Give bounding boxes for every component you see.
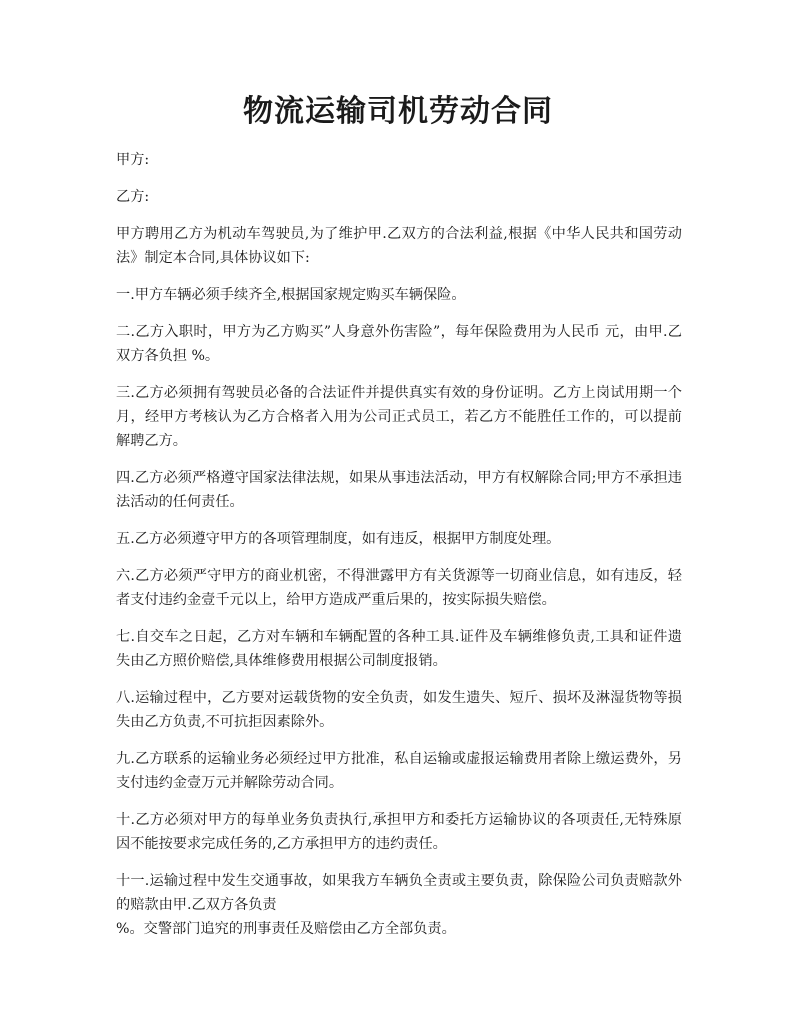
document-title: 物流运输司机劳动合同 (243, 94, 553, 129)
clause-11: 十一.运输过程中发生交通事故，如果我方车辆负全责或主要负责，除保险公司负责赔款外的赔款由甲.乙双方各负责 (116, 873, 682, 913)
party-a-line: 甲方: (116, 152, 150, 168)
document-body (116, 148, 682, 954)
clause-6: 六.乙方必须严守甲方的商业机密，不得泄露甲方有关货源等一切商业信息，如有违反，轻者支付违约金壹千元以上，给甲方造成严重后果的，按实际损失赔偿。 (116, 568, 682, 608)
clause-5: 五.乙方必须遵守甲方的各项管理制度，如有违反，根据甲方制度处理。 (116, 531, 561, 547)
clause-4: 四.乙方必须严格遵守国家法律法规，如果从事违法活动，甲方有权解除合同;甲方不承担违法活动的任何责任。 (116, 470, 682, 510)
preamble-paragraph: 甲方聘用乙方为机动车驾驶员,为了维护甲.乙双方的合法利益,根据《中华人民共和国劳动法》制定本合同,具体协议如下: (116, 226, 682, 266)
clause-10: 十.乙方必须对甲方的每单业务负责执行,承担甲方和委托方运输协议的各项责任,无特殊原因不能按要求完成任务的,乙方承担甲方的违约责任。 (116, 812, 682, 852)
clause-1: 一.甲方车辆必须手续齐全,根据国家规定购买车辆保险。 (116, 287, 466, 303)
clause-8: 八.运输过程中，乙方要对运载货物的安全负责，如发生遗失、短斤、损坏及淋湿货物等损失由乙方负责,不可抗拒因素除外。 (116, 690, 682, 730)
clause-9: 九.乙方联系的运输业务必须经过甲方批准，私自运输或虚报运输费用者除上缴运费外，另支付违约金壹万元并解除劳动合同。 (116, 751, 682, 791)
clause-3: 三.乙方必须拥有驾驶员必备的合法证件并提供真实有效的身份证明。乙方上岗试用期一个月，经甲方考核认为乙方合格者入用为公司正式员工，若乙方不能胜任工作的，可以提前解聘乙方。 (116, 385, 682, 449)
clause-2: 二.乙方入职时，甲方为乙方购买”人身意外伤害险”，每年保险费用为人民币 元，由甲.乙双方各负担 %。 (116, 324, 682, 364)
party-b-line: 乙方: (116, 189, 150, 205)
clause-11-continuation: %。交警部门追究的刑事责任及赔偿由乙方全部负责。 (116, 921, 456, 937)
clause-7: 七.自交车之日起，乙方对车辆和车辆配置的各种工具.证件及车辆维修负责,工具和证件遗失由乙方照价赔偿,具体维修费用根据公司制度报销。 (116, 629, 682, 669)
